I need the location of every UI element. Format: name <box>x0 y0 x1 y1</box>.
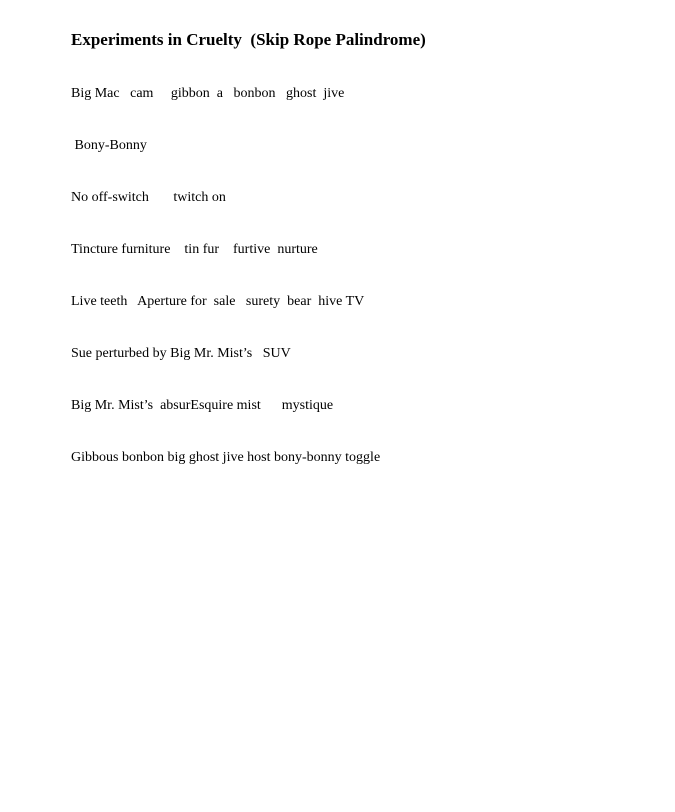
poem-line: Sue perturbed by Big Mr. Mist’s SUV <box>71 346 291 361</box>
poem-line: Big Mr. Mist’s absurEsquire mist mystique <box>71 398 334 413</box>
poem-line: Bony-Bonny <box>71 138 147 153</box>
document-title: Experiments in Cruelty (Skip Rope Palindrome) <box>71 30 426 49</box>
poem-line: Live teeth Aperture for sale surety bear hive TV <box>71 294 365 309</box>
poem-line: No off-switch twitch on <box>71 190 226 205</box>
poem-line: Tincture furniture tin fur furtive nurture <box>71 242 318 257</box>
poem-line: Gibbous bonbon big ghost jive host bony-bonny toggle <box>71 450 381 465</box>
poem-line: Big Mac cam gibbon a bonbon ghost jive <box>71 86 345 101</box>
